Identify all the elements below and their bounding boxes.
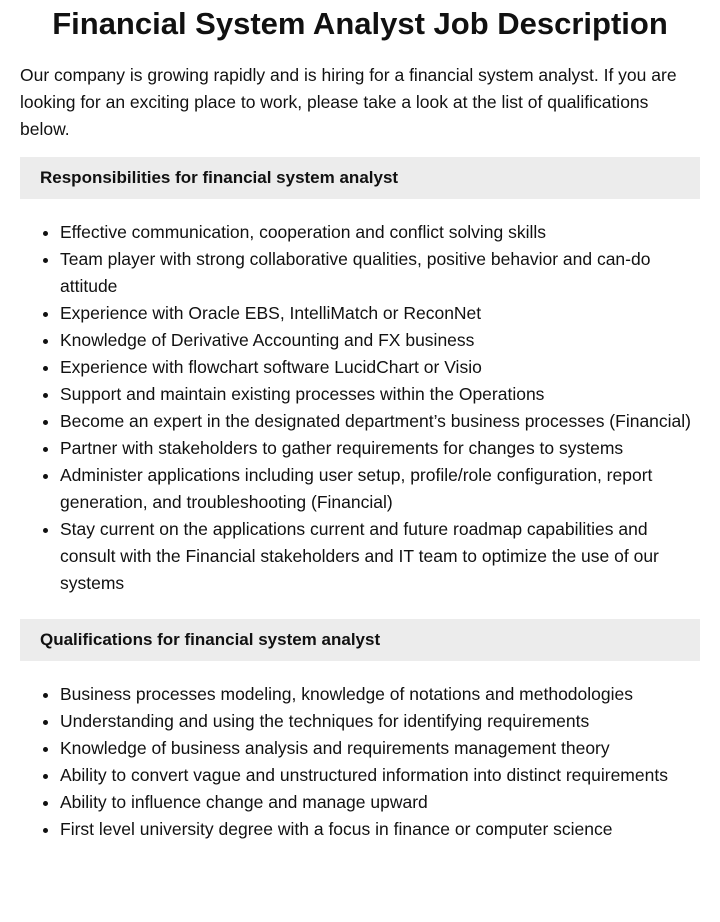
list-item: • Stay current on the applications current and future roadmap capabilities and consult with the Financial stakeholders and IT team to optimize the use of our systems bbox=[60, 516, 700, 597]
list-item: • Experience with flowchart software LucidChart or Visio bbox=[60, 354, 700, 381]
list-item: • Ability to influence change and manage upward bbox=[60, 789, 700, 816]
list-item: • Ability to convert vague and unstructured information into distinct requirements bbox=[60, 762, 700, 789]
list-item: • Team player with strong collaborative qualities, positive behavior and can-do attitude bbox=[60, 246, 700, 300]
list-item: • Effective communication, cooperation and conflict solving skills bbox=[60, 219, 700, 246]
list-item: • Administer applications including user setup, profile/role configuration, report generation, and troubleshooting (Financial) bbox=[60, 462, 700, 516]
list-item: • First level university degree with a focus in finance or computer science bbox=[60, 816, 700, 843]
list-item: • Experience with Oracle EBS, IntelliMatch or ReconNet bbox=[60, 300, 700, 327]
list-item: • Support and maintain existing processes within the Operations bbox=[60, 381, 700, 408]
list-item: • Knowledge of Derivative Accounting and FX business bbox=[60, 327, 700, 354]
section-heading: Qualifications for financial system analyst bbox=[20, 619, 700, 661]
section-list bbox=[20, 219, 700, 597]
list-item: • Business processes modeling, knowledge of notations and methodologies bbox=[60, 681, 700, 708]
list-item: • Become an expert in the designated department’s business processes (Financial) bbox=[60, 408, 700, 435]
section-list bbox=[20, 681, 700, 843]
list-item: • Knowledge of business analysis and requirements management theory bbox=[60, 735, 700, 762]
list-item: • Understanding and using the techniques for identifying requirements bbox=[60, 708, 700, 735]
page-title: Financial System Analyst Job Description bbox=[52, 6, 668, 41]
section-heading: Responsibilities for financial system analyst bbox=[20, 157, 700, 199]
list-item: • Partner with stakeholders to gather requirements for changes to systems bbox=[60, 435, 700, 462]
intro-text: Our company is growing rapidly and is hiring for a financial system analyst. If you are looking for an exciting place to work, please take a look at the list of qualifications below. bbox=[20, 65, 677, 139]
